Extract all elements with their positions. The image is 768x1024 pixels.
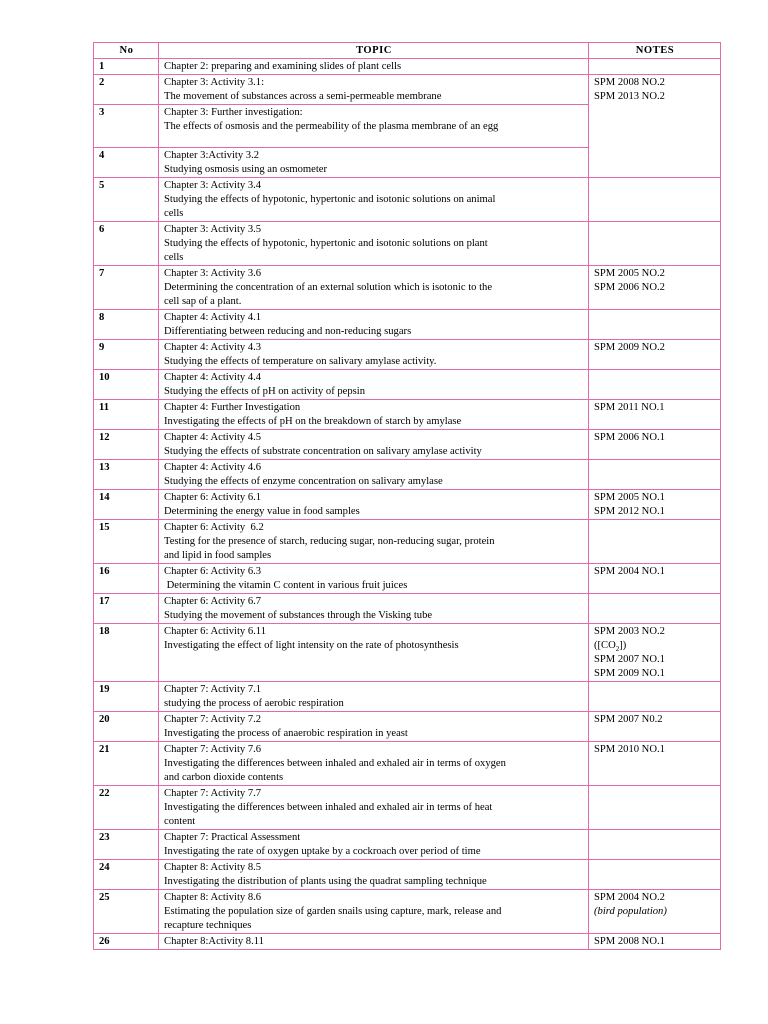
topic-chapter: Chapter 3: Activity 3.1:: [164, 77, 265, 88]
topic-description: Studying the effects of pH on activity of pepsin: [164, 386, 366, 397]
topic-chapter: Chapter 4: Activity 4.3: [164, 342, 262, 353]
topic-description: cells: [164, 208, 184, 219]
row-number: 4: [94, 148, 159, 178]
topic-description: cells: [164, 252, 184, 263]
topic-cell: [159, 430, 589, 460]
topic-chapter: Chapter 7: Activity 7.1: [164, 684, 262, 695]
topic-chapter: Chapter 6: Activity 6.2: [164, 522, 264, 533]
topic-description: Investigating the differences between inhaled and exhaled air in terms of heat: [164, 802, 493, 813]
row-number: 22: [94, 786, 159, 830]
topic-cell: [159, 310, 589, 340]
table-row: [94, 222, 721, 266]
note-reference: SPM 2007 N0.2: [594, 714, 663, 725]
topic-cell: [159, 370, 589, 400]
topic-description: and lipid in food samples: [164, 550, 272, 561]
topic-description: Studying osmosis using an osmometer: [164, 164, 328, 175]
row-number: 17: [94, 594, 159, 624]
notes-cell: [589, 934, 721, 950]
note-reference: SPM 2011 NO.1: [594, 402, 665, 413]
note-reference: SPM 2007 NO.1: [594, 654, 665, 665]
table-row: [94, 430, 721, 460]
topic-chapter: Chapter 3: Activity 3.5: [164, 224, 262, 235]
notes-cell: [589, 712, 721, 742]
topic-cell: [159, 860, 589, 890]
row-number: 1: [94, 59, 159, 75]
topic-cell: [159, 266, 589, 310]
topic-description: The effects of osmosis and the permeability of the plasma membrane of an egg: [164, 121, 499, 132]
notes-cell: [589, 59, 721, 75]
topic-chapter: Chapter 2: preparing and examining slides of plant cells: [164, 61, 402, 72]
row-number: 13: [94, 460, 159, 490]
topic-description: cell sap of a plant.: [164, 296, 242, 307]
notes-cell: [589, 310, 721, 340]
topic-chapter: Chapter 6: Activity 6.1: [164, 492, 262, 503]
table-row: [94, 520, 721, 564]
topic-description: Determining the vitamin C content in various fruit juices: [164, 580, 408, 591]
topic-description: Differentiating between reducing and non-reducing sugars: [164, 326, 412, 337]
row-number: 12: [94, 430, 159, 460]
notes-cell: [589, 266, 721, 310]
row-number: 8: [94, 310, 159, 340]
note-reference: SPM 2008 NO.2: [594, 77, 665, 88]
topic-chapter: Chapter 3: Further investigation:: [164, 107, 303, 118]
note-reference: SPM 2009 NO.2: [594, 342, 665, 353]
notes-cell: [589, 786, 721, 830]
topic-cell: [159, 934, 589, 950]
topic-description: Investigating the differences between inhaled and exhaled air in terms of oxygen: [164, 758, 506, 769]
note-reference: SPM 2006 NO.2: [594, 282, 665, 293]
topic-cell: [159, 830, 589, 860]
topic-cell: [159, 222, 589, 266]
topic-description: Studying the effects of temperature on salivary amylase activity.: [164, 356, 437, 367]
table-row: [94, 564, 721, 594]
header-topic: TOPIC: [159, 43, 589, 59]
topic-cell: [159, 564, 589, 594]
table-row: [94, 712, 721, 742]
row-number: 24: [94, 860, 159, 890]
row-number: 9: [94, 340, 159, 370]
note-reference: SPM 2006 NO.1: [594, 432, 665, 443]
row-number: 10: [94, 370, 159, 400]
topic-description: content: [164, 816, 196, 827]
topic-chapter: Chapter 6: Activity 6.3: [164, 566, 262, 577]
table-row: [94, 594, 721, 624]
notes-cell: [589, 460, 721, 490]
notes-cell: [589, 890, 721, 934]
row-number: 18: [94, 624, 159, 682]
row-number: 16: [94, 564, 159, 594]
table-row: [94, 75, 721, 105]
header-notes: NOTES: [589, 43, 721, 59]
row-number: 19: [94, 682, 159, 712]
table-row: [94, 624, 721, 682]
topic-chapter: Chapter 7: Practical Assessment: [164, 832, 301, 843]
table-row: [94, 860, 721, 890]
topic-cell: [159, 178, 589, 222]
table-row: [94, 490, 721, 520]
table-row: [94, 370, 721, 400]
topic-description: studying the process of aerobic respiration: [164, 698, 344, 709]
note-reference: SPM 2003 NO.2: [594, 626, 665, 637]
table-row: [94, 310, 721, 340]
topic-description: The movement of substances across a semi-permeable membrane: [164, 91, 442, 102]
notes-cell: [589, 222, 721, 266]
table-row: [94, 890, 721, 934]
note-reference: (bird population): [594, 906, 667, 917]
note-reference: SPM 2010 NO.1: [594, 744, 665, 755]
note-reference: SPM 2013 NO.2: [594, 91, 665, 102]
topic-description: Studying the effects of enzyme concentration on salivary amylase: [164, 476, 443, 487]
table-row: [94, 400, 721, 430]
table-row: [94, 59, 721, 75]
notes-cell: [589, 860, 721, 890]
table-row: [94, 830, 721, 860]
notes-cell: [589, 742, 721, 786]
topic-cell: [159, 460, 589, 490]
topic-chapter: Chapter 4: Activity 4.6: [164, 462, 262, 473]
topic-description: Estimating the population size of garden snails using capture, mark, release and: [164, 906, 502, 917]
note-reference: SPM 2008 NO.1: [594, 936, 665, 947]
topic-chapter: Chapter 4: Activity 4.4: [164, 372, 262, 383]
topic-chapter: Chapter 4: Activity 4.5: [164, 432, 262, 443]
table-row: [94, 934, 721, 950]
topic-cell: [159, 75, 589, 105]
notes-cell: [589, 400, 721, 430]
topic-cell: [159, 520, 589, 564]
topic-chapter: Chapter 3: Activity 3.4: [164, 180, 262, 191]
row-number: 3: [94, 105, 159, 148]
row-number: 23: [94, 830, 159, 860]
note-reference: SPM 2005 NO.1: [594, 492, 665, 503]
topic-description: Determining the energy value in food samples: [164, 506, 360, 517]
topic-chapter: Chapter 8: Activity 8.6: [164, 892, 262, 903]
table-row: [94, 742, 721, 786]
topic-chapter: Chapter 8: Activity 8.5: [164, 862, 262, 873]
note-reference: SPM 2005 NO.2: [594, 268, 665, 279]
notes-cell: [589, 594, 721, 624]
topic-cell: [159, 59, 589, 75]
header-row: [94, 43, 721, 59]
note-reference: $([CO_2])$: [594, 640, 627, 654]
note-reference: SPM 2004 NO.1: [594, 566, 665, 577]
note-reference: SPM 2009 NO.1: [594, 668, 665, 679]
topic-cell: [159, 148, 589, 178]
row-number: 11: [94, 400, 159, 430]
notes-cell: [589, 564, 721, 594]
row-number: 26: [94, 934, 159, 950]
topic-cell: [159, 890, 589, 934]
topic-cell: [159, 340, 589, 370]
topic-description: Investigating the rate of oxygen uptake by a cockroach over period of time: [164, 846, 481, 857]
topic-cell: [159, 624, 589, 682]
note-reference: SPM 2012 NO.1: [594, 506, 665, 517]
topic-description: Investigating the distribution of plants using the quadrat sampling technique: [164, 876, 487, 887]
topic-cell: [159, 490, 589, 520]
notes-cell: [589, 830, 721, 860]
topic-cell: [159, 786, 589, 830]
topic-description: Determining the concentration of an external solution which is isotonic to the: [164, 282, 493, 293]
row-number: 15: [94, 520, 159, 564]
notes-cell: [589, 490, 721, 520]
table-row: [94, 786, 721, 830]
topic-chapter: Chapter 3: Activity 3.6: [164, 268, 262, 279]
note-reference: SPM 2004 NO.2: [594, 892, 665, 903]
topic-chapter: Chapter 6: Activity 6.11: [164, 626, 267, 637]
topic-description: Investigating the effects of pH on the breakdown of starch by amylase: [164, 416, 462, 427]
topic-chapter: Chapter 4: Further Investigation: [164, 402, 301, 413]
topic-description: Investigating the effect of light intensity on the rate of photosynthesis: [164, 640, 459, 651]
table-row: [94, 178, 721, 222]
topic-chapter: Chapter 6: Activity 6.7: [164, 596, 262, 607]
topic-description: Studying the movement of substances through the Visking tube: [164, 610, 433, 621]
topic-chapter: Chapter 8:Activity 8.11: [164, 936, 264, 947]
row-number: 5: [94, 178, 159, 222]
table-row: [94, 266, 721, 310]
topic-description: recapture techniques: [164, 920, 252, 931]
notes-cell: [589, 624, 721, 682]
topic-cell: [159, 682, 589, 712]
topic-chapter: Chapter 3:Activity 3.2: [164, 150, 260, 161]
topic-description: Investigating the process of anaerobic respiration in yeast: [164, 728, 408, 739]
row-number: 25: [94, 890, 159, 934]
topic-chapter: Chapter 7: Activity 7.2: [164, 714, 262, 725]
topic-description: and carbon dioxide contents: [164, 772, 284, 783]
topic-cell: [159, 742, 589, 786]
notes-cell: [589, 75, 721, 178]
topic-description: Studying the effects of substrate concentration on salivary amylase activity: [164, 446, 482, 457]
topic-cell: [159, 712, 589, 742]
topic-description: Studying the effects of hypotonic, hypertonic and isotonic solutions on animal: [164, 194, 496, 205]
topic-chapter: Chapter 7: Activity 7.6: [164, 744, 262, 755]
topic-cell: [159, 594, 589, 624]
row-number: 14: [94, 490, 159, 520]
topic-description: Studying the effects of hypotonic, hypertonic and isotonic solutions on plant: [164, 238, 488, 249]
notes-cell: [589, 340, 721, 370]
row-number: 20: [94, 712, 159, 742]
row-number: 7: [94, 266, 159, 310]
notes-cell: [589, 178, 721, 222]
table-row: [94, 340, 721, 370]
topic-cell: [159, 400, 589, 430]
notes-cell: [589, 520, 721, 564]
topic-chapter: Chapter 4: Activity 4.1: [164, 312, 262, 323]
header-no: No: [94, 43, 159, 59]
topics-table: [93, 42, 721, 950]
row-number: 2: [94, 75, 159, 105]
topic-description: Testing for the presence of starch, reducing sugar, non-reducing sugar, protein: [164, 536, 495, 547]
topic-chapter: Chapter 7: Activity 7.7: [164, 788, 262, 799]
notes-cell: [589, 430, 721, 460]
notes-cell: [589, 682, 721, 712]
table-row: [94, 682, 721, 712]
row-number: 6: [94, 222, 159, 266]
table-row: [94, 460, 721, 490]
row-number: 21: [94, 742, 159, 786]
notes-cell: [589, 370, 721, 400]
topic-cell: [159, 105, 589, 148]
